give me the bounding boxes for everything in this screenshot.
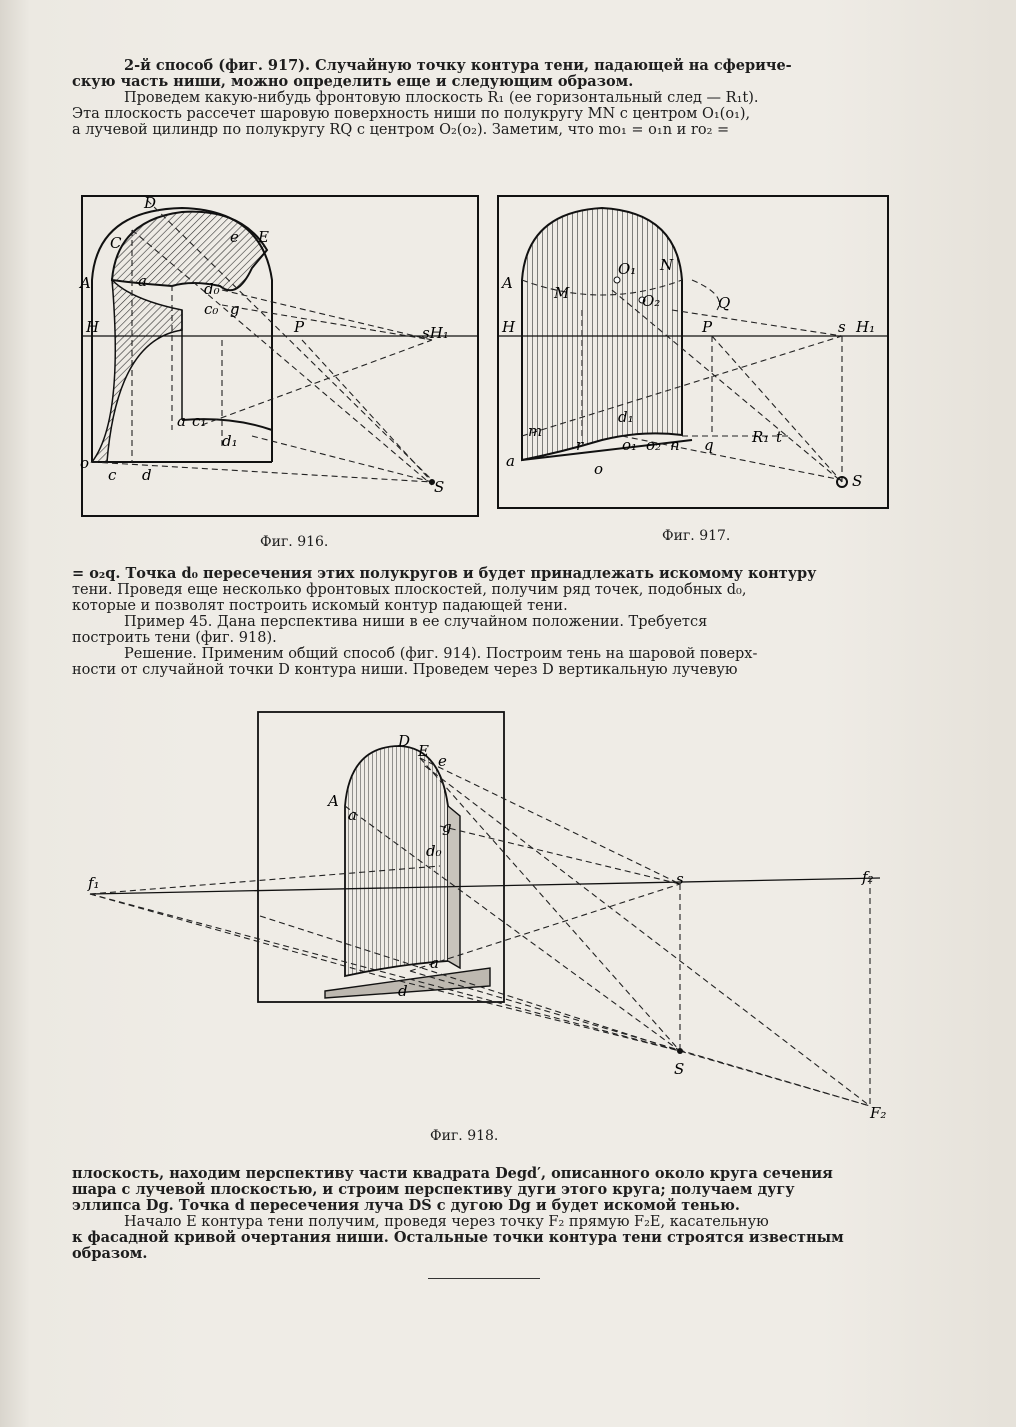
text-line: плоскость, находим перспективу части квадрата Degd′, описанного около круга сечения xyxy=(72,1166,833,1182)
label: s xyxy=(838,318,846,336)
label: D xyxy=(398,732,411,750)
text-line: Начало E контура тени получим, проведя через точку F₂ прямую F₂E, касательную xyxy=(124,1214,769,1230)
text-line: Проведем какую-нибудь фронтовую плоскость R₁ (ее горизонтальный след — R₁t). xyxy=(124,90,759,106)
figure-917 xyxy=(492,190,892,522)
label: o₂ xyxy=(646,436,662,454)
label: a xyxy=(177,412,186,430)
label: a xyxy=(430,954,439,972)
label: m xyxy=(528,422,543,440)
text-line: Пример 45. Дана перспектива ниши в ее случайном положении. Требуется xyxy=(124,614,708,630)
figure-917-caption: Фиг. 917. xyxy=(662,528,731,544)
label: O₂ xyxy=(642,292,661,310)
label: o xyxy=(80,454,90,472)
label: E xyxy=(418,742,429,760)
label: a xyxy=(348,806,357,824)
label: g xyxy=(442,818,452,836)
figure-916-caption: Фиг. 916. xyxy=(260,534,329,550)
label: d xyxy=(398,982,408,1000)
label: H₁ xyxy=(856,318,876,336)
label: A xyxy=(502,274,513,292)
label: d₁ xyxy=(618,408,634,426)
label: S xyxy=(674,1060,685,1078)
label: R₁ xyxy=(752,428,770,446)
text-line: Решение. Применим общий способ (фиг. 914). Построим тень на шаровой поверх- xyxy=(124,646,758,662)
text-line: которые и позволят построить искомый контур падающей тени. xyxy=(72,598,568,614)
text-line: Эта плоскость рассечет шаровую поверхность ниши по полукругу MN с центром O₁(o₁), xyxy=(72,106,751,122)
label: S xyxy=(434,478,445,496)
label: f₁ xyxy=(88,874,100,892)
label: F₂ xyxy=(870,1104,887,1122)
label: P xyxy=(294,318,305,336)
label: sH₁ xyxy=(422,324,449,342)
text-line: = o₂q. Точка d₀ пересечения этих полукругов и будет принадлежать искомому контуру xyxy=(72,566,817,582)
text-line: эллипса Dg. Точка d пересечения луча DS с дугою Dg и будет искомой тенью. xyxy=(72,1198,740,1214)
label: t xyxy=(776,428,783,446)
label: s xyxy=(676,870,684,888)
text-line: а лучевой цилиндр по полукругу RQ с центром O₂(o₂). Заметим, что mo₁ = o₁n и ro₂ = xyxy=(72,122,730,138)
text-line: построить тени (фиг. 918). xyxy=(72,630,277,646)
label: D xyxy=(144,194,157,212)
label: A xyxy=(328,792,339,810)
label: e xyxy=(438,752,447,770)
label: N xyxy=(660,256,674,274)
label: r xyxy=(576,436,584,454)
end-rule xyxy=(428,1278,540,1279)
figure-918 xyxy=(80,706,910,1126)
text-line: шара с лучевой плоскостью, и строим перспективу дуги этого круга; получаем дугу xyxy=(72,1182,795,1198)
label: a xyxy=(506,452,515,470)
label: a xyxy=(138,272,147,290)
label: Q xyxy=(718,294,731,312)
label: c₀ xyxy=(204,300,219,318)
text-line: 2-й способ (фиг. 917). Случайную точку контура тени, падающей на сфериче- xyxy=(124,58,792,74)
label: H xyxy=(502,318,516,336)
top-paragraph xyxy=(72,58,890,138)
text-line: образом. xyxy=(72,1246,148,1262)
figure-918-caption: Фиг. 918. xyxy=(430,1128,499,1144)
label: C xyxy=(110,234,122,252)
label: S xyxy=(852,472,863,490)
label: c xyxy=(108,466,117,484)
label: d₁ xyxy=(222,432,238,450)
label: A xyxy=(80,274,91,292)
label: c₁ xyxy=(192,412,207,430)
middle-paragraph xyxy=(72,566,890,678)
label: H xyxy=(86,318,100,336)
text-line: к фасадной кривой очертания ниши. Остальные точки контура тени строятся известным xyxy=(72,1230,844,1246)
label: d xyxy=(142,466,152,484)
label: e xyxy=(230,228,239,246)
label: o xyxy=(594,460,604,478)
text-line: ности от случайной точки D контура ниши. Проведем через D вертикальную лучевую xyxy=(72,662,738,678)
text-line: тени. Проведя еще несколько фронтовых плоскостей, получим ряд точек, подобных d₀, xyxy=(72,582,747,598)
bottom-paragraph xyxy=(72,1166,890,1262)
label: g xyxy=(230,300,240,318)
figure-916 xyxy=(72,190,484,522)
label: q xyxy=(704,436,714,454)
label: O₁ xyxy=(618,260,637,278)
label: M xyxy=(554,284,570,302)
label: n xyxy=(670,436,680,454)
text-line: скую часть ниши, можно определить еще и следующим образом. xyxy=(72,74,634,90)
label: P xyxy=(702,318,713,336)
label: o₁ xyxy=(622,436,638,454)
label: d₀ xyxy=(204,280,220,298)
label: E xyxy=(258,228,269,246)
label: d₀ xyxy=(426,842,442,860)
label: f₂ xyxy=(862,868,874,886)
